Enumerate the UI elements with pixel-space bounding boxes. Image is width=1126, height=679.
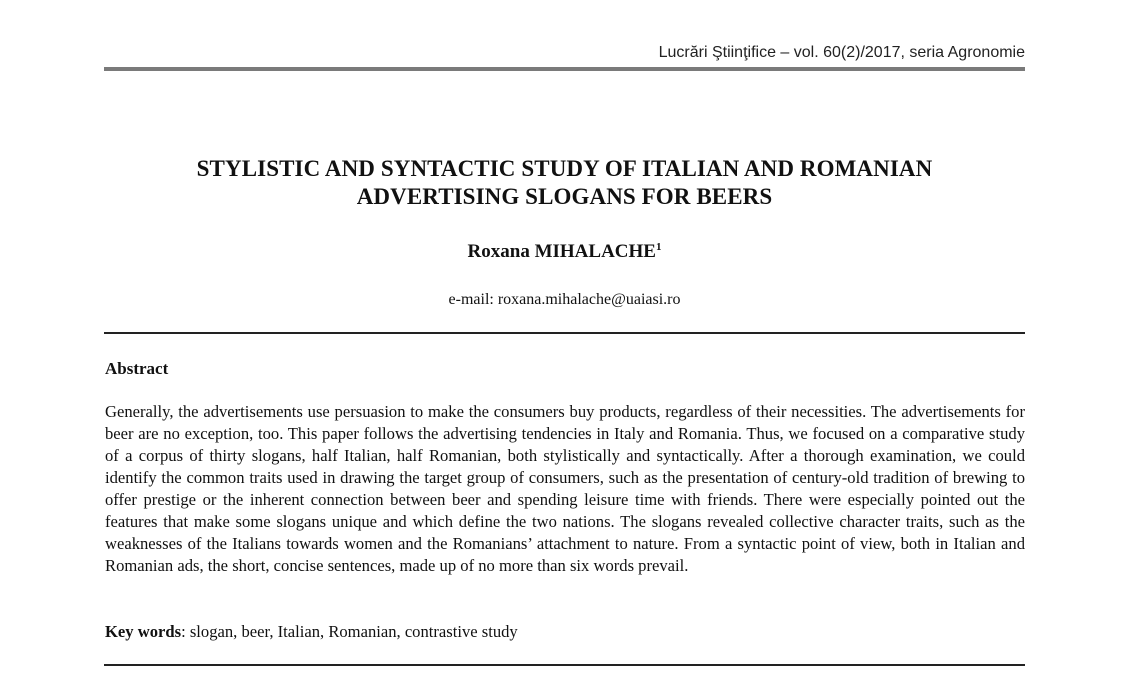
paper-title [104,155,1025,211]
divider-bottom [104,664,1025,666]
keywords-separator: : [181,622,190,641]
keywords-text: slogan, beer, Italian, Romanian, contrastive study [189,622,518,641]
header-rule [104,67,1025,71]
author-affiliation-mark: 1 [655,241,662,253]
keywords-label: Key words [105,622,182,641]
author-email: e-mail: roxana.mihalache@uaiasi.ro [448,291,681,308]
divider-top [104,332,1025,334]
abstract-heading: Abstract [105,359,169,378]
keywords [105,621,518,643]
abstract-body: Generally, the advertisements use persuasion to make the consumers buy products, regardless of their necessities. The advertisements for beer are no exception, too. This paper follows the advertising tendencies in Italy and Romania. Thus, we focused on a comparative study of a corpus of thirty slogans, half Italian, half Romanian, both stylistically and syntactically. After a thorough examination, we could identify the common traits used in drawing the target group of consumers, such as the presentation of century-old tradition of brewing to offer prestige or the inherent connection between beer and spending leisure time with friends. There were especially pointed out the features that make some slogans unique and which define the two nations. The slogans revealed collective character traits, such as the weaknesses of the Italians towards women and the Romanians’ attachment to nature. From a syntactic point of view, both in Italian and Romanian ads, the short, concise sentences, made up of no more than six words prevail. [105,402,1025,575]
title-line-2: ADVERTISING SLOGANS FOR BEERS [356,184,773,209]
running-head: Lucrări Ştiinţifice – vol. 60(2)/2017, seria Agronomie [658,44,1025,61]
title-line-1: STYLISTIC AND SYNTACTIC STUDY OF ITALIAN AND ROMANIAN [196,156,933,181]
author-name: Roxana MIHALACHE [467,241,656,262]
author [104,240,1025,264]
